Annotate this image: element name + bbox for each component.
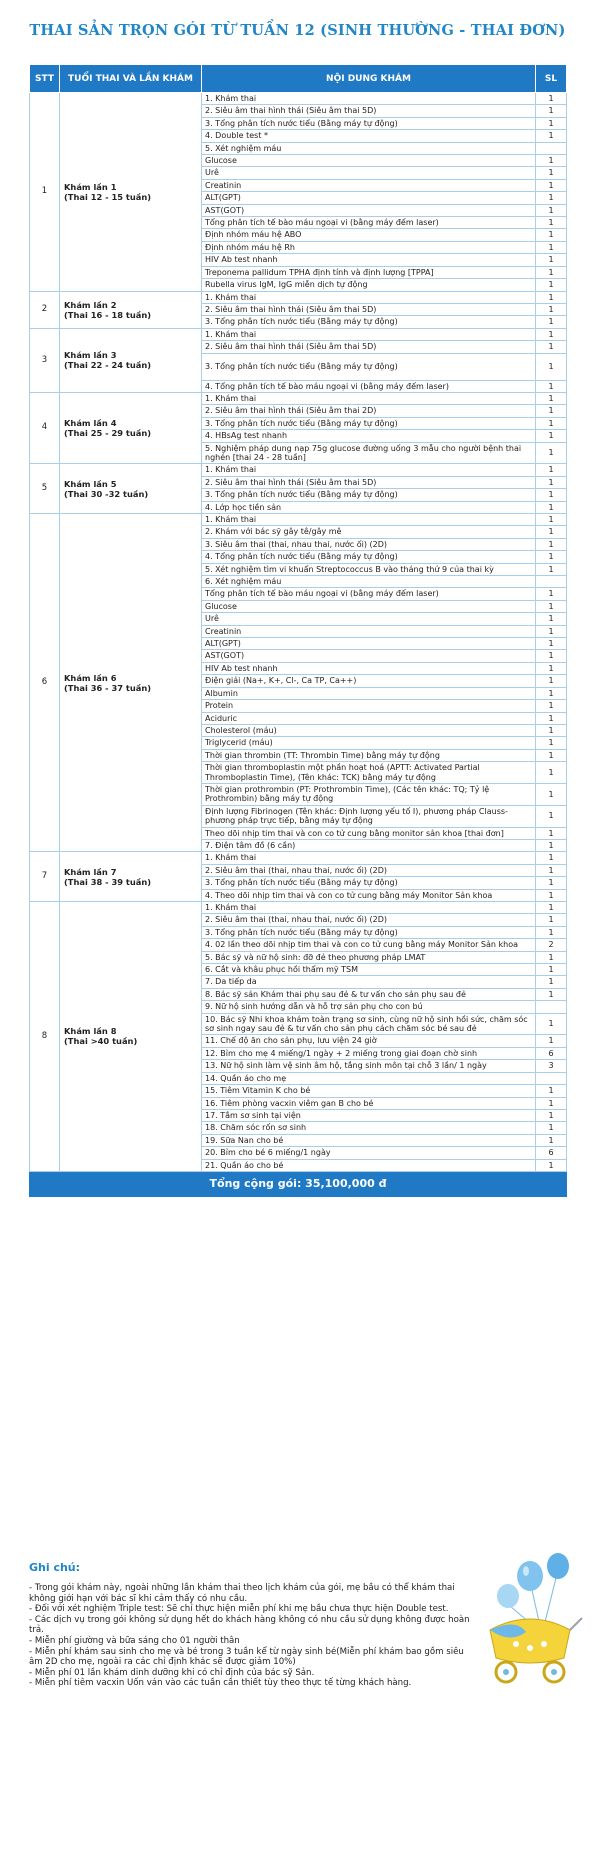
visit-label: Khám lần 1 [64, 181, 117, 192]
total-price: Tổng cộng gói: 35,100,000 đ [30, 1171, 567, 1196]
exam-quantity: 1 [536, 279, 567, 291]
exam-item: Tổng phân tích tế bào máu ngoại vi (bằng máy đếm laser) [202, 588, 536, 600]
exam-item: 12. Bỉm cho mẹ 4 miếng/1 ngày + 2 miếng trong giai đoạn chờ sinh [202, 1047, 536, 1059]
exam-item: Aciduric [202, 712, 536, 724]
exam-quantity: 1 [536, 700, 567, 712]
exam-quantity: 1 [536, 117, 567, 129]
exam-item: 19. Sữa Nan cho bé [202, 1134, 536, 1146]
baby-stroller-balloons-illustration [470, 1548, 590, 1688]
exam-quantity: 1 [536, 442, 567, 464]
exam-quantity: 1 [536, 563, 567, 575]
exam-item: 5. Bác sỹ và nữ hộ sinh: đỡ đẻ theo phương pháp LMAT [202, 951, 536, 963]
exam-item: 3. Tổng phân tích nước tiểu (Bằng máy tự động) [202, 117, 536, 129]
exam-quantity: 1 [536, 204, 567, 216]
exam-item: 14. Quần áo cho mẹ [202, 1072, 536, 1084]
row-stt: 5 [30, 464, 60, 514]
note-item: - Miễn phí 01 lần khám dinh dưỡng khi có chỉ định của bác sỹ Sản. [29, 1667, 315, 1678]
exam-quantity: 1 [536, 464, 567, 476]
notes-title: Ghi chú: [29, 1561, 81, 1574]
exam-item: Thời gian prothrombin (PT: Prothrombin Time), (Các tên khác: TQ; Tỷ lệ Prothrombin) bằng máy tự động [202, 783, 536, 805]
exam-item: Thời gian thromboplastin một phần hoạt hoá (APTT: Activated Partial Thromboplastin Time), (Tên khác: TCK) bằng máy tự động [202, 762, 536, 784]
exam-quantity: 1 [536, 1035, 567, 1047]
exam-item: 3. Tổng phân tích nước tiểu (Bằng máy tự động) [202, 316, 536, 328]
exam-quantity [536, 1072, 567, 1084]
exam-item: 2. Siêu âm thai hình thái (Siêu âm thai 5D) [202, 476, 536, 488]
header-visit: TUỔI THAI VÀ LẦN KHÁM [60, 65, 202, 93]
exam-item: 2. Siêu âm thai hình thái (Siêu âm thai 5D) [202, 341, 536, 353]
exam-quantity: 1 [536, 526, 567, 538]
row-stt: 7 [30, 852, 60, 902]
exam-quantity: 1 [536, 538, 567, 550]
table-row [30, 93, 567, 105]
exam-quantity: 1 [536, 600, 567, 612]
package-table [29, 64, 567, 1197]
exam-quantity: 1 [536, 254, 567, 266]
exam-item: 2. Siêu âm thai hình thái (Siêu âm thai 2D) [202, 405, 536, 417]
visit-cell [60, 514, 202, 852]
exam-quantity: 1 [536, 130, 567, 142]
exam-item: 7. Điện tâm đồ (6 cần) [202, 839, 536, 851]
exam-quantity: 1 [536, 551, 567, 563]
visit-label: Khám lần 6 [64, 672, 117, 683]
exam-quantity: 1 [536, 749, 567, 761]
exam-quantity: 1 [536, 514, 567, 526]
visit-label: Khám lần 5 [64, 478, 117, 489]
visit-week-range: (Thai 16 - 18 tuần) [64, 309, 152, 320]
exam-item: 2. Siêu âm thai hình thái (Siêu âm thai 5D) [202, 303, 536, 315]
exam-item: 4. Tổng phân tích tế bào máu ngoại vi (bằng máy đếm laser) [202, 380, 536, 392]
exam-item: 1. Khám thai [202, 464, 536, 476]
exam-item: Protein [202, 700, 536, 712]
exam-item: Tổng phân tích tế bào máu ngoại vi (bằng máy đếm laser) [202, 217, 536, 229]
exam-item: 5. Xét nghiệm máu [202, 142, 536, 154]
exam-item: 18. Chăm sóc rốn sơ sinh [202, 1122, 536, 1134]
exam-quantity: 1 [536, 380, 567, 392]
exam-quantity: 1 [536, 217, 567, 229]
exam-item: 2. Siêu âm thai (thai, nhau thai, nước ối) (2D) [202, 914, 536, 926]
exam-quantity: 1 [536, 192, 567, 204]
exam-quantity: 1 [536, 341, 567, 353]
exam-quantity: 1 [536, 964, 567, 976]
exam-quantity: 1 [536, 405, 567, 417]
exam-quantity: 1 [536, 737, 567, 749]
exam-item: 4. 02 lần theo dõi nhịp tim thai và con co tử cung bằng máy Monitor Sản khoa [202, 939, 536, 951]
exam-item: 4. HBsAg test nhanh [202, 430, 536, 442]
exam-item: 1. Khám thai [202, 514, 536, 526]
row-stt: 3 [30, 328, 60, 392]
exam-quantity: 1 [536, 328, 567, 340]
exam-quantity: 2 [536, 939, 567, 951]
exam-item: ALT(GPT) [202, 638, 536, 650]
exam-quantity: 1 [536, 889, 567, 901]
exam-quantity: 1 [536, 724, 567, 736]
exam-item: 6. Cắt và khâu phục hồi thẩm mỹ TSM [202, 964, 536, 976]
exam-quantity: 1 [536, 1134, 567, 1146]
exam-item: 4. Lớp học tiền sản [202, 501, 536, 513]
header-content: NỘI DUNG KHÁM [202, 65, 536, 93]
table-body [30, 93, 567, 1172]
exam-quantity: 1 [536, 501, 567, 513]
exam-item: 1. Khám thai [202, 328, 536, 340]
note-item: - Miễn phí khám sau sinh cho mẹ và bé trong 3 tuần kể từ ngày sinh bé(Miễn phí khám bao gồm siêu âm 2D cho mẹ, ngoài ra các chỉ định khác sẽ được giảm 10%) [29, 1646, 464, 1668]
table-row [30, 464, 567, 476]
exam-quantity: 1 [536, 392, 567, 404]
exam-quantity: 1 [536, 1085, 567, 1097]
note-item: - Miễn phí tiêm vacxin Uốn ván vào các tuần cần thiết tùy theo thực tế từng khách hàng. [29, 1678, 412, 1689]
visit-cell [60, 328, 202, 392]
exam-item: 3. Tổng phân tích nước tiểu (Bằng máy tự động) [202, 926, 536, 938]
row-stt: 6 [30, 514, 60, 852]
exam-item: 1. Khám thai [202, 852, 536, 864]
visit-label: Khám lần 3 [64, 350, 117, 361]
exam-quantity: 1 [536, 303, 567, 315]
exam-quantity: 1 [536, 926, 567, 938]
exam-quantity [536, 576, 567, 588]
table-row [30, 902, 567, 914]
exam-item: 3. Tổng phân tích nước tiểu (Bằng máy tự động) [202, 353, 536, 380]
exam-quantity: 1 [536, 914, 567, 926]
exam-quantity: 1 [536, 167, 567, 179]
total-row [30, 1171, 567, 1196]
exam-item: 20. Bỉm cho bé 6 miếng/1 ngày [202, 1147, 536, 1159]
visit-week-range: (Thai 12 - 15 tuần) [64, 191, 152, 202]
exam-item: 2. Siêu âm thai (thai, nhau thai, nước ối) (2D) [202, 864, 536, 876]
table-row [30, 328, 567, 340]
exam-quantity: 1 [536, 687, 567, 699]
exam-item: 4. Double test * [202, 130, 536, 142]
exam-item: 11. Chế độ ăn cho sản phụ, lưu viện 24 giờ [202, 1035, 536, 1047]
exam-item: Urê [202, 167, 536, 179]
exam-item: 17. Tắm sơ sinh tại viện [202, 1109, 536, 1121]
note-item: - Trong gói khám này, ngoài những lần khám thai theo lịch khám của gói, mẹ bầu có thể khám thai không giới hạn với bác sĩ khi cảm thấy có nhu cầu. [29, 1583, 455, 1604]
exam-quantity: 1 [536, 951, 567, 963]
exam-quantity: 1 [536, 353, 567, 380]
exam-quantity: 1 [536, 417, 567, 429]
page-title: THAI SẢN TRỌN GÓI TỪ TUẦN 12 (SINH THƯỜNG - THAI ĐƠN) [29, 22, 566, 39]
exam-quantity: 1 [536, 1122, 567, 1134]
exam-item: Theo dõi nhịp tim thai và con co tử cung bằng monitor sản khoa [thai đơn] [202, 827, 536, 839]
exam-item: Glucose [202, 600, 536, 612]
exam-item: 10. Bác sỹ Nhi khoa khám toàn trạng sơ sinh, cùng nữ hộ sinh hồi sức, chăm sóc sơ sinh ngay sau đẻ & tư vấn cho sản phụ cách chăm sóc bé sau đẻ [202, 1013, 536, 1035]
exam-item: 9. Nữ hộ sinh hướng dẫn và hỗ trợ sản phụ cho con bú [202, 1001, 536, 1013]
exam-item: Điện giải (Na+, K+, Cl-, Ca TP, Ca++) [202, 675, 536, 687]
exam-quantity: 1 [536, 827, 567, 839]
exam-quantity: 1 [536, 229, 567, 241]
exam-item: 16. Tiêm phòng vacxin viêm gan B cho bé [202, 1097, 536, 1109]
visit-label: Khám lần 2 [64, 299, 117, 310]
exam-item: 6. Xét nghiệm máu [202, 576, 536, 588]
table-row [30, 514, 567, 526]
exam-quantity: 1 [536, 588, 567, 600]
exam-item: 8. Bác sỹ sản Khám thai phụ sau đẻ & tư vấn cho sản phụ sau đẻ [202, 988, 536, 1000]
exam-quantity [536, 142, 567, 154]
exam-quantity: 1 [536, 1159, 567, 1171]
exam-item: AST(GOT) [202, 204, 536, 216]
exam-item: ALT(GPT) [202, 192, 536, 204]
exam-quantity: 1 [536, 988, 567, 1000]
table-row [30, 291, 567, 303]
exam-quantity: 1 [536, 650, 567, 662]
exam-item: Định lượng Fibrinogen (Tên khác: Định lượng yếu tố I), phương pháp Clauss- phương pháp trực tiếp, bằng máy tự động [202, 805, 536, 827]
exam-quantity: 1 [536, 877, 567, 889]
header-stt: STT [30, 65, 60, 93]
exam-quantity: 1 [536, 489, 567, 501]
visit-cell [60, 93, 202, 292]
exam-quantity: 1 [536, 675, 567, 687]
row-stt: 2 [30, 291, 60, 328]
exam-quantity: 1 [536, 902, 567, 914]
exam-quantity: 1 [536, 625, 567, 637]
exam-quantity: 1 [536, 155, 567, 167]
exam-item: Triglycerid (máu) [202, 737, 536, 749]
exam-quantity: 1 [536, 613, 567, 625]
exam-item: 1. Khám thai [202, 392, 536, 404]
visit-week-range: (Thai 25 - 29 tuần) [64, 428, 152, 439]
exam-quantity: 1 [536, 476, 567, 488]
exam-item: Treponema pallidum TPHA định tính và định lượng [TPPA] [202, 266, 536, 278]
visit-cell [60, 464, 202, 514]
exam-item: 5. Xét nghiệm tìm vi khuẩn Streptococcus B vào tháng thứ 9 của thai kỳ [202, 563, 536, 575]
table-row [30, 852, 567, 864]
exam-item: Cholesterol (máu) [202, 724, 536, 736]
visit-cell [60, 392, 202, 463]
note-item: - Miễn phí giường và bữa sáng cho 01 người thân [29, 1635, 240, 1646]
exam-item: Định nhóm máu hệ ABO [202, 229, 536, 241]
exam-quantity: 1 [536, 241, 567, 253]
exam-quantity: 1 [536, 976, 567, 988]
visit-week-range: (Thai 30 -32 tuần) [64, 488, 149, 499]
exam-item: 4. Theo dõi nhịp tim thai và con co tử cung bằng máy Monitor Sản khoa [202, 889, 536, 901]
exam-quantity: 1 [536, 430, 567, 442]
exam-item: HIV Ab test nhanh [202, 254, 536, 266]
exam-item: 3. Tổng phân tích nước tiểu (Bằng máy tự động) [202, 877, 536, 889]
visit-week-range: (Thai 22 - 24 tuần) [64, 360, 152, 371]
exam-item: Urê [202, 613, 536, 625]
exam-quantity: 1 [536, 839, 567, 851]
exam-item: 1. Khám thai [202, 93, 536, 105]
exam-quantity: 1 [536, 291, 567, 303]
exam-quantity: 1 [536, 864, 567, 876]
exam-item: Thời gian thrombin (TT: Thrombin Time) bằng máy tự động [202, 749, 536, 761]
exam-quantity: 1 [536, 179, 567, 191]
exam-quantity: 1 [536, 1097, 567, 1109]
exam-item: 3. Tổng phân tích nước tiểu (Bằng máy tự động) [202, 417, 536, 429]
exam-item: 1. Khám thai [202, 291, 536, 303]
exam-item: 2. Khám với bác sỹ gây tê/gây mê [202, 526, 536, 538]
exam-quantity: 1 [536, 266, 567, 278]
exam-item: 13. Nữ hộ sinh làm vệ sinh âm hộ, tắng sinh môn tại chỗ 3 lần/ 1 ngày [202, 1060, 536, 1072]
exam-quantity: 1 [536, 316, 567, 328]
exam-quantity: 1 [536, 852, 567, 864]
visit-cell [60, 291, 202, 328]
exam-quantity: 6 [536, 1047, 567, 1059]
notes-list [29, 1583, 474, 1689]
exam-quantity: 1 [536, 638, 567, 650]
exam-item: Glucose [202, 155, 536, 167]
visit-label: Khám lần 8 [64, 1026, 117, 1037]
exam-item: Creatinin [202, 179, 536, 191]
exam-quantity: 1 [536, 105, 567, 117]
table-row [30, 392, 567, 404]
row-stt: 4 [30, 392, 60, 463]
visit-cell [60, 902, 202, 1172]
table-header-row [30, 65, 567, 93]
exam-item: 15. Tiêm Vitamin K cho bé [202, 1085, 536, 1097]
row-stt: 8 [30, 902, 60, 1172]
visit-week-range: (Thai 36 - 37 tuần) [64, 682, 152, 693]
exam-quantity [536, 1001, 567, 1013]
exam-item: Định nhóm máu hệ Rh [202, 241, 536, 253]
note-item: - Đối với xét nghiệm Triple test: Sẽ chỉ thực hiện miễn phí khi mẹ bầu chưa thực hiện Double test. [29, 1604, 449, 1615]
exam-item: 5. Nghiệm pháp dung nạp 75g glucose đường uống 3 mẫu cho người bệnh thai nghén [thai 24 - 28 tuần] [202, 442, 536, 464]
exam-quantity: 1 [536, 1013, 567, 1035]
header-sl: SL [536, 65, 567, 93]
exam-item: HIV Ab test nhanh [202, 662, 536, 674]
visit-label: Khám lần 7 [64, 866, 117, 877]
exam-quantity: 1 [536, 93, 567, 105]
exam-quantity: 6 [536, 1147, 567, 1159]
exam-item: 3. Siêu âm thai (thai, nhau thai, nước ối) (2D) [202, 538, 536, 550]
note-item: - Các dịch vụ trong gói không sử dụng hết do khách hàng không có nhu cầu sử dụng không được hoàn trả. [29, 1614, 470, 1636]
visit-week-range: (Thai 38 - 39 tuần) [64, 876, 152, 887]
exam-quantity: 1 [536, 762, 567, 784]
exam-item: Albumin [202, 687, 536, 699]
exam-item: 2. Siêu âm thai hình thái (Siêu âm thai 5D) [202, 105, 536, 117]
exam-item: 4. Tổng phân tích nước tiểu (Bằng máy tự động) [202, 551, 536, 563]
visit-label: Khám lần 4 [64, 418, 117, 429]
exam-item: 1. Khám thai [202, 902, 536, 914]
exam-item: 3. Tổng phân tích nước tiểu (Bằng máy tự động) [202, 489, 536, 501]
exam-quantity: 1 [536, 805, 567, 827]
exam-item: 21. Quần áo cho bé [202, 1159, 536, 1171]
exam-item: Rubella virus IgM, IgG miễn dịch tự động [202, 279, 536, 291]
visit-cell [60, 852, 202, 902]
exam-item: Creatinin [202, 625, 536, 637]
row-stt: 1 [30, 93, 60, 292]
exam-quantity: 1 [536, 783, 567, 805]
exam-quantity: 1 [536, 662, 567, 674]
exam-quantity: 1 [536, 712, 567, 724]
exam-quantity: 3 [536, 1060, 567, 1072]
exam-item: 7. Da tiếp da [202, 976, 536, 988]
exam-item: AST(GOT) [202, 650, 536, 662]
visit-week-range: (Thai >40 tuần) [64, 1036, 138, 1047]
exam-quantity: 1 [536, 1109, 567, 1121]
